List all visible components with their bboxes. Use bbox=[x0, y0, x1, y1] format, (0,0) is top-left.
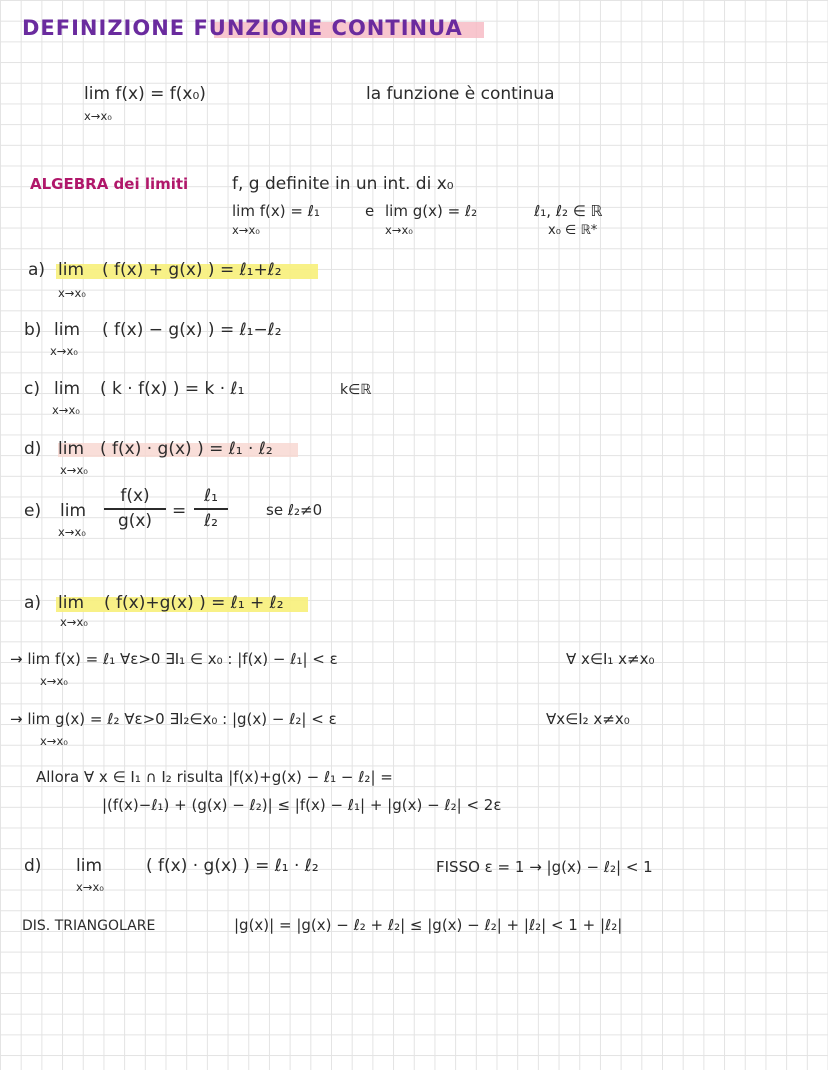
proof-a-line1-tail: ∀ x∈I₁ x≠x₀ bbox=[566, 650, 655, 668]
rule-c-lim: lim bbox=[54, 379, 81, 399]
proof-a-line3: Allora ∀ x ∈ I₁ ∩ I₂ risulta |f(x)+g(x) − ℓ₁ − ℓ₂| = bbox=[36, 768, 393, 786]
rule-d-sub: x→x₀ bbox=[60, 463, 88, 477]
definition-sub: x→x₀ bbox=[84, 109, 112, 123]
rule-e-left-fraction bbox=[104, 488, 166, 530]
rule-b-label: b) bbox=[24, 320, 42, 340]
proof-a-line1-sub: x→x₀ bbox=[40, 674, 68, 688]
proof-d-fix: FISSO ε = 1 → |g(x) − ℓ₂| < 1 bbox=[436, 858, 653, 876]
rule-e-note: se ℓ₂≠0 bbox=[266, 501, 323, 519]
rule-a-lim: lim bbox=[58, 260, 85, 280]
page-title: DEFINIZIONE FUNZIONE CONTINUA bbox=[22, 16, 463, 40]
definition-formula: lim f(x) = f(x₀) bbox=[84, 84, 206, 104]
proof-a-line2: → lim g(x) = ℓ₂ ∀ε>0 ∃I₂∈x₀ : |g(x) − ℓ₂| < ε bbox=[10, 710, 337, 728]
rule-b-sub: x→x₀ bbox=[50, 344, 78, 358]
triangle-inequality-label: DIS. TRIANGOLARE bbox=[22, 918, 156, 934]
rule-c-label: c) bbox=[24, 379, 40, 399]
proof-a-expr: ( f(x)+g(x) ) = ℓ₁ + ℓ₂ bbox=[104, 593, 284, 613]
rule-c-expr: ( k · f(x) ) = k · ℓ₁ bbox=[100, 379, 245, 399]
rule-e-right-numerator: ℓ₁ bbox=[204, 486, 218, 506]
rule-e-sub: x→x₀ bbox=[58, 525, 86, 539]
proof-a-line1: → lim f(x) = ℓ₁ ∀ε>0 ∃I₁ ∈ x₀ : |f(x) − ℓ₁| < ε bbox=[10, 650, 338, 668]
algebra-heading: ALGEBRA dei limiti bbox=[30, 175, 189, 193]
rule-e-denominator: g(x) bbox=[117, 511, 153, 531]
proof-d-label: d) bbox=[24, 856, 42, 876]
algebra-lim-g-sub: x→x₀ bbox=[385, 223, 413, 237]
algebra-domain-x0: x₀ ∈ ℝ* bbox=[548, 223, 598, 238]
rule-b-lim: lim bbox=[54, 320, 81, 340]
rule-e-right-denominator: ℓ₂ bbox=[204, 511, 218, 531]
rule-d-expr: ( f(x) · g(x) ) = ℓ₁ · ℓ₂ bbox=[100, 439, 273, 459]
proof-a-label: a) bbox=[24, 593, 42, 613]
rule-b-expr: ( f(x) − g(x) ) = ℓ₁−ℓ₂ bbox=[102, 320, 282, 340]
algebra-lim-g: lim g(x) = ℓ₂ bbox=[385, 202, 478, 220]
rule-c-sub: x→x₀ bbox=[52, 403, 80, 417]
rule-a-sub: x→x₀ bbox=[58, 286, 86, 300]
rule-e-right-fraction bbox=[194, 488, 228, 530]
rule-a-expr: ( f(x) + g(x) ) = ℓ₁+ℓ₂ bbox=[102, 260, 282, 280]
proof-d-expr: ( f(x) · g(x) ) = ℓ₁ · ℓ₂ bbox=[146, 856, 319, 876]
proof-a-line2-tail: ∀x∈I₂ x≠x₀ bbox=[546, 710, 630, 728]
rule-e-lim: lim bbox=[60, 501, 87, 521]
rule-c-note: k∈ℝ bbox=[340, 382, 372, 398]
proof-d-sub: x→x₀ bbox=[76, 880, 104, 894]
rule-e-equals: = bbox=[172, 501, 187, 521]
fraction-bar bbox=[104, 508, 166, 510]
definition-statement: la funzione è continua bbox=[366, 84, 555, 104]
algebra-hypothesis: f, g definite in un int. di x₀ bbox=[232, 174, 454, 194]
fraction-bar bbox=[194, 508, 228, 510]
proof-a-line2-sub: x→x₀ bbox=[40, 734, 68, 748]
proof-a-line4: |(f(x)−ℓ₁) + (g(x) − ℓ₂)| ≤ |f(x) − ℓ₁| + |g(x) − ℓ₂| < 2ε bbox=[102, 796, 502, 814]
proof-a-lim: lim bbox=[58, 593, 85, 613]
algebra-lim-f: lim f(x) = ℓ₁ bbox=[232, 202, 320, 220]
rule-d-label: d) bbox=[24, 439, 42, 459]
algebra-domain-l: ℓ₁, ℓ₂ ∈ ℝ bbox=[534, 202, 603, 220]
rule-a-label: a) bbox=[28, 260, 46, 280]
algebra-lim-f-sub: x→x₀ bbox=[232, 223, 260, 237]
triangle-inequality-expr: |g(x)| = |g(x) − ℓ₂ + ℓ₂| ≤ |g(x) − ℓ₂| + |ℓ₂| < 1 + |ℓ₂| bbox=[234, 916, 623, 934]
rule-e-label: e) bbox=[24, 501, 42, 521]
algebra-and: e bbox=[365, 202, 375, 220]
proof-d-lim: lim bbox=[76, 856, 103, 876]
rule-e-numerator: f(x) bbox=[120, 486, 150, 506]
proof-a-sub: x→x₀ bbox=[60, 615, 88, 629]
rule-d-lim: lim bbox=[58, 439, 85, 459]
